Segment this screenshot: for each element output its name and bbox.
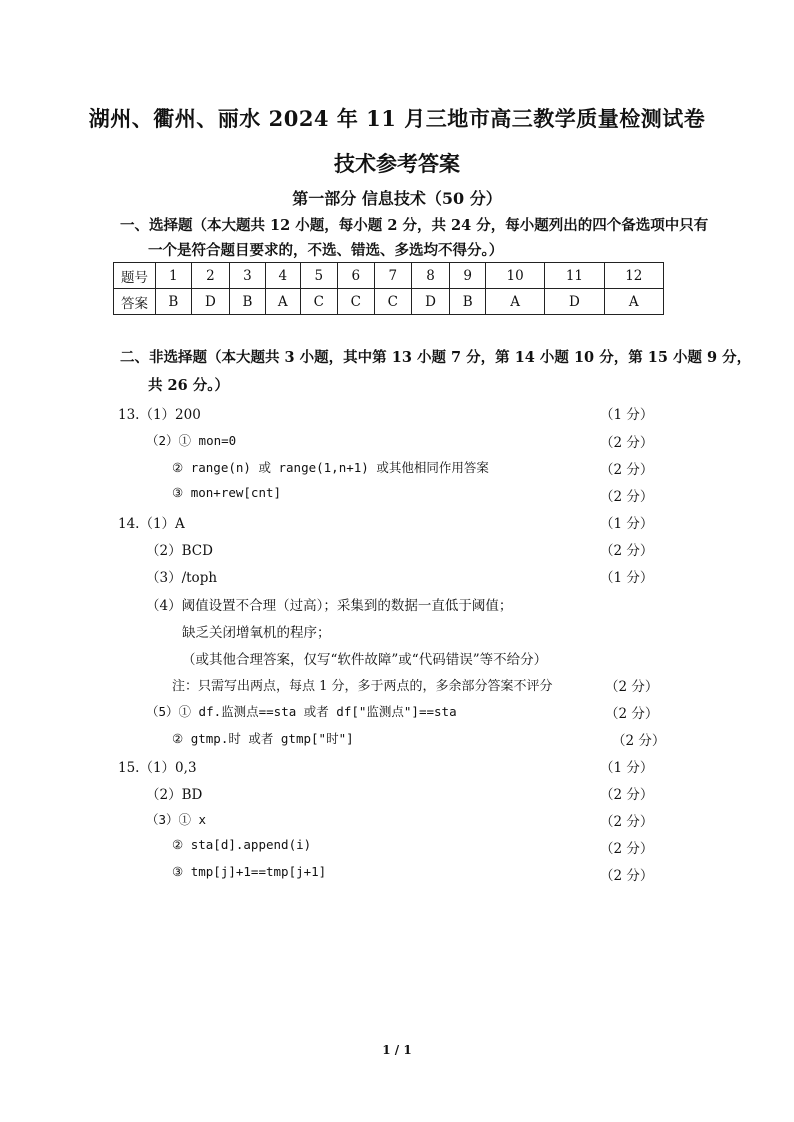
q15-part1: 15.（1）0,3 [118,760,197,776]
table-cell: D [411,289,450,315]
q14-part3-score: （1 分） [600,570,654,586]
q14-part1-score: （1 分） [600,516,654,532]
table-cell: A [265,289,300,315]
q15-part2: （2）BD [146,787,203,803]
section1-heading-cont: 一个是符合题目要求的，不选、错选、多选均不得分。） [148,242,504,259]
table-cell: B [450,289,486,315]
section2-heading: 二、非选择题（本大题共 3 小题，其中第 13 小题 7 分，第 14 小题 10 分，第 15 小题 9 分， [120,349,752,366]
q14-part4-note: （或其他合理答案，仅写“软件故障”或“代码错误”等不给分） [182,652,548,668]
q13-part2-2-score: （2 分） [600,462,654,478]
page-number: 1 / 1 [382,1043,412,1057]
table-cell: D [545,289,604,315]
table-cell: 7 [374,263,411,289]
table-cell: 12 [604,263,663,289]
q15-part2-score: （2 分） [600,787,654,803]
q14-part2: （2）BCD [146,543,213,559]
table-cell: 5 [300,263,337,289]
part-heading: 第一部分 信息技术（50 分） [292,189,502,208]
table-cell: 9 [450,263,486,289]
table-cell: 2 [191,263,230,289]
table-cell: C [337,289,374,315]
q15-part3-2-score: （2 分） [600,841,654,857]
q14-part3: （3）/toph [146,570,218,586]
row-header-answer: 答案 [114,289,156,315]
q14-part4-cont: 缺乏关闭增氧机的程序； [182,625,331,641]
table-cell: D [191,289,230,315]
q13-part2-2: ② range(n) 或 range(1,n+1) 或其他相同作用答案 [172,460,489,475]
q14-part4-score: （2 分） [605,679,659,695]
answer-table [113,262,664,315]
q14-part5-1: （5）① df.监测点==sta 或者 df["监测点"]==sta [146,704,457,719]
table-cell: 11 [545,263,604,289]
row-header-number: 题号 [114,263,156,289]
q14-part2-score: （2 分） [600,543,654,559]
q15-part3-2: ② sta[d].append(i) [172,837,312,852]
table-cell: B [156,289,192,315]
document-title: 湖州、衢州、丽水 2024 年 11 月三地市高三教学质量检测试卷 [88,106,706,131]
document-subtitle: 技术参考答案 [334,151,460,176]
table-cell: C [374,289,411,315]
q13-part2-1-score: （2 分） [600,435,654,451]
q15-part3-3-score: （2 分） [600,868,654,884]
section2-heading-cont: 共 26 分。） [148,377,230,394]
table-cell: 10 [485,263,544,289]
table-cell: C [300,289,337,315]
table-cell: A [485,289,544,315]
q14-part5-2-score: （2 分） [612,733,666,749]
q13-part1-score: （1 分） [600,407,654,423]
q13-part1: 13.（1）200 [118,407,201,423]
q13-part2-1: （2）① mon=0 [146,433,237,448]
table-row-answers [114,289,664,315]
table-row-numbers [114,263,664,289]
q15-part1-score: （1 分） [600,760,654,776]
q14-part1: 14.（1）A [118,516,185,532]
q13-part2-3: ③ mon+rew[cnt] [172,485,282,500]
table-cell: 3 [230,263,266,289]
table-cell: 4 [265,263,300,289]
q14-part5-2: ② gtmp.时 或者 gtmp["时"] [172,731,354,746]
q15-part3-1: （3）① x [146,812,207,827]
q15-part3-3: ③ tmp[j]+1==tmp[j+1] [172,864,327,879]
q15-part3-1-score: （2 分） [600,814,654,830]
section1-heading: 一、选择题（本大题共 12 小题，每小题 2 分，共 24 分，每小题列出的四个备选项中只有 [120,217,709,234]
q14-part5-1-score: （2 分） [605,706,659,722]
q14-grading-note: 注：只需写出两点，每点 1 分，多于两点的，多余部分答案不评分 [172,679,553,694]
table-cell: 1 [156,263,192,289]
table-cell: 6 [337,263,374,289]
q13-part2-3-score: （2 分） [600,489,654,505]
q14-part4: （4）阈值设置不合理（过高）；采集到的数据一直低于阈值； [146,598,513,614]
table-cell: 8 [411,263,450,289]
table-cell: A [604,289,663,315]
table-cell: B [230,289,266,315]
